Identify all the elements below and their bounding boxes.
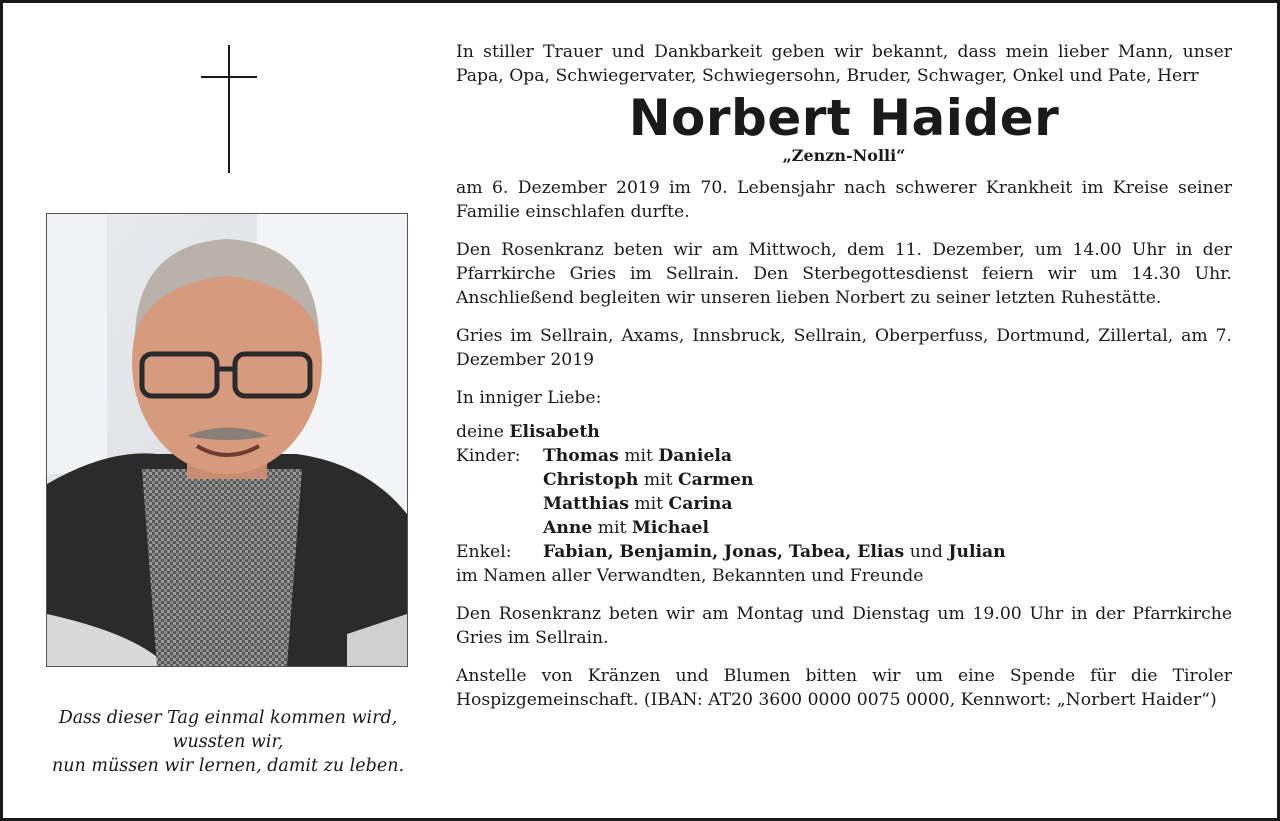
left-column xyxy=(3,3,453,818)
rosary-paragraph: Den Rosenkranz beten wir am Montag und Dienstag um 19.00 Uhr in der Pfarrkirche Gries im Sellrain. xyxy=(456,604,1232,648)
cross-icon xyxy=(201,45,257,173)
intro-paragraph: In stiller Trauer und Dankbarkeit geben wir bekannt, dass mein lieber Mann, unser Papa, Opa, Schwiegervater, Schwiegersohn, Bruder, Schwager, Onkel und Pate, Herr xyxy=(456,42,1232,86)
quote-line: wussten wir, xyxy=(172,732,284,752)
children-row: Kinder: Thomas mit Daniela xyxy=(456,446,733,466)
quote-line: Dass dieser Tag einmal kommen wird, xyxy=(58,708,398,728)
children-row: Christoph mit Carmen xyxy=(543,470,754,490)
children-row: Anne mit Michael xyxy=(543,518,710,538)
relatives-line: im Namen aller Verwandten, Bekannten und Freunde xyxy=(456,566,924,586)
death-paragraph: am 6. Dezember 2019 im 70. Lebensjahr nach schwerer Krankheit im Kreise seiner Familie einschlafen durfte. xyxy=(456,178,1232,222)
donation-paragraph: Anstelle von Kränzen und Blumen bitten wir um eine Spende für die Tiroler Hospizgemeinschaft. (IBAN: AT20 3600 0000 0075 0000, Kennwort: „Norbert Haider“) xyxy=(456,666,1232,710)
portrait-photo xyxy=(46,213,408,667)
quote-line: nun müssen wir lernen, damit zu leben. xyxy=(51,756,405,776)
nickname: „Zenzn-Nolli“ xyxy=(782,146,906,165)
funeral-paragraph: Den Rosenkranz beten wir am Mittwoch, dem 11. Dezember, um 14.00 Uhr in der Pfarrkirche Gries im Sellrain. Den Sterbegottesdienst feiern wir um 14.30 Uhr. Anschließend begleiten wir unseren lieben Norbert zu seiner letzten Ruhestätte. xyxy=(456,240,1232,308)
wife-row: deine Elisabeth xyxy=(456,422,600,442)
children-row: Matthias mit Carina xyxy=(543,494,733,514)
deceased-name: Norbert Haider xyxy=(628,89,1060,147)
memorial-quote xyxy=(23,706,433,778)
right-column xyxy=(456,40,1232,712)
love-line: In inniger Liebe: xyxy=(456,388,602,408)
grandchildren-row: Enkel: Fabian, Benjamin, Jonas, Tabea, Elias und Julian xyxy=(456,542,1006,562)
places-date-paragraph: Gries im Sellrain, Axams, Innsbruck, Sellrain, Oberperfuss, Dortmund, Zillertal, am 7. Dezember 2019 xyxy=(456,326,1232,370)
